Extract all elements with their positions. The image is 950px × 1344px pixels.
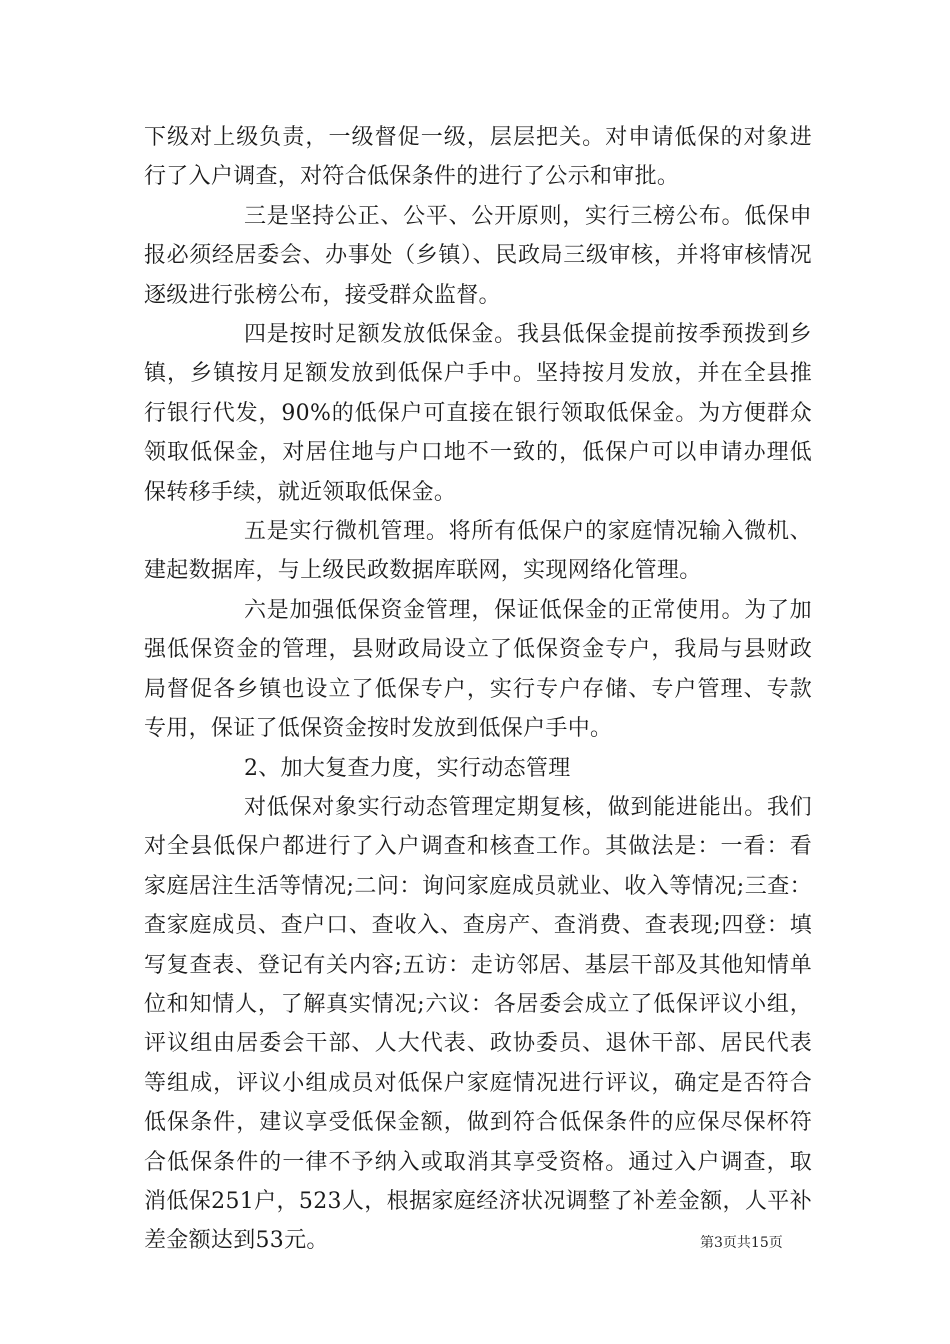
- document-body: [144, 118, 812, 1261]
- section-heading: 2、加大复查力度，实行动态管理: [244, 755, 571, 781]
- paragraph-point-five: 五是实行微机管理。将所有低保户的家庭情况输入微机、建起数据库，与上级民政数据库联网，实现网络化管理。: [144, 519, 812, 584]
- page-number-footer: 第3页共15页: [700, 1235, 783, 1251]
- paragraph-dynamic-management: 对低保对象实行动态管理定期复核，做到能进能出。我们对全县低保户都进行了入户调查和核查工作。其做法是：一看：看家庭居注生活等情况;二问：询问家庭成员就业、收入等情况;三查：查家庭成员、查户口、查收入、查房产、查消费、查表现;四登：填写复查表、登记有关内容;五访：走访邻居、基层干部及其他知情单位和知情人，了解真实情况;六议：各居委会成立了低保评议小组，评议组由居委会干部、人大代表、政协委员、退休干部、居民代表等组成，评议小组成员对低保户家庭情况进行评议，确定是否符合低保条件，建议享受低保金额，做到符合低保条件的应保尽保杯符合低保条件的一律不予纳入或取消其享受资格。通过入户调查，取消低保251户，523人，根据家庭经济状况调整了补差金额，人平补差金额达到53元。: [144, 794, 812, 1254]
- paragraph-point-four: 四是按时足额发放低保金。我县低保金提前按季预拨到乡镇，乡镇按月足额发放到低保户手中。坚持按月发放，并在全县推行银行代发，90%的低保户可直接在银行领取低保金。为方便群众领取低保金，对居住地与户口地不一致的，低保户可以申请办理低保转移手续，就近领取低保金。: [144, 322, 812, 505]
- paragraph-point-six: 六是加强低保资金管理，保证低保金的正常使用。为了加强低保资金的管理，县财政局设立了低保资金专户，我局与县财政局督促各乡镇也设立了低保专户，实行专户存储、专户管理、专款专用，保证了低保资金按时发放到低保户手中。: [144, 597, 812, 742]
- paragraph-point-three: 三是坚持公正、公平、公开原则，实行三榜公布。低保申报必须经居委会、办事处（乡镇）、民政局三级审核，并将审核情况逐级进行张榜公布，接受群众监督。: [144, 203, 812, 308]
- paragraph-continuation: 下级对上级负责，一级督促一级，层层把关。对申请低保的对象进行了入户调查，对符合低保条件的进行了公示和审批。: [144, 125, 812, 190]
